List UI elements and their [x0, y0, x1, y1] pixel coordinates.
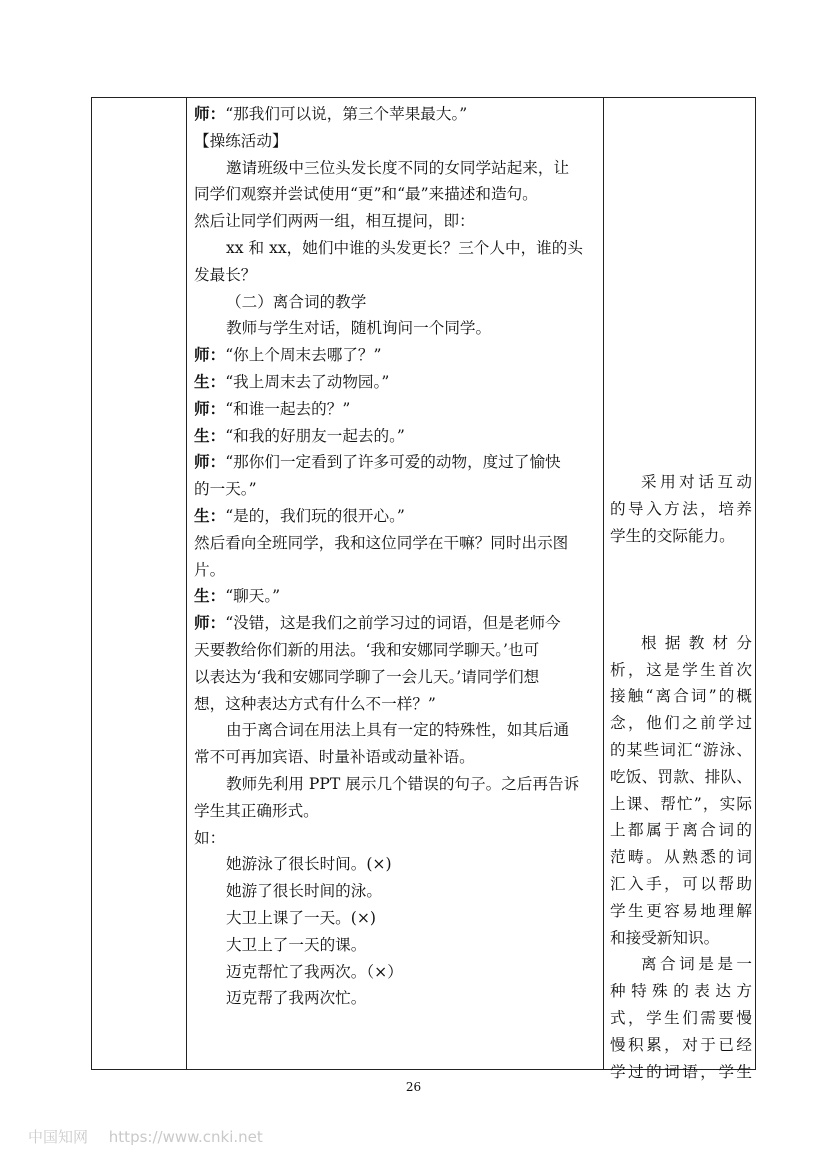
body-line [194, 717, 598, 744]
page-number: 26 [405, 1080, 422, 1094]
line-text: xx 和 xx，她们中谁的头发更长？三个人中，谁的头 [226, 238, 583, 257]
watermark-brand: 中国知网 [28, 1128, 89, 1146]
line-text: 然后看向全班同学，我和这位同学在干嘛？同时出示图 [194, 533, 569, 552]
dialogue-line [194, 423, 598, 450]
line-text: “聊天。” [225, 587, 281, 606]
dialogue-line [194, 369, 598, 396]
teaching-process-column [194, 101, 598, 1012]
line-text: 迈克帮忙了我两次。（×） [226, 962, 403, 981]
line-text: 同学们观察并尝试使用“更”和“最”来描述和造句。 [194, 185, 538, 204]
note-line: 学过的词语，学生 [610, 1062, 752, 1081]
line-text: 天要教给你们新的用法。‘我和安娜同学聊天。’也可 [194, 640, 540, 659]
body-line [194, 476, 598, 503]
note-line: 念，他们之前学过 [610, 714, 752, 733]
speaker-label: 师： [194, 452, 226, 472]
note-line: 和接受新知识。 [610, 928, 720, 947]
line-text: 教师先利用 PPT 展示几个错误的句子。之后再告诉 [226, 774, 580, 793]
speaker-label: 师： [194, 345, 226, 365]
dialogue-line [194, 449, 598, 476]
line-text: 【操练活动】 [194, 131, 288, 150]
body-line [194, 878, 598, 905]
body-line [194, 181, 598, 208]
line-text: “没错，这是我们之前学习过的词语，但是老师今 [225, 614, 561, 633]
body-line [194, 262, 598, 289]
body-line [194, 289, 598, 316]
line-text: 发最长？ [194, 265, 257, 284]
body-line [194, 530, 598, 557]
speaker-label: 生： [194, 371, 226, 391]
line-text: 迈克帮了我两次忙。 [226, 989, 367, 1008]
note-line: 式，学生们需要慢 [610, 1008, 752, 1027]
body-line [194, 771, 598, 798]
speaker-label: 生： [194, 586, 226, 606]
line-text: 她游了很长时间的泳。 [226, 882, 382, 901]
note-line: 接触“离合词”的概 [610, 687, 752, 706]
note-line: 析，这是学生首次 [610, 660, 752, 679]
note-line: 的某些词汇“游泳、 [610, 740, 752, 759]
body-line [194, 932, 598, 959]
line-text: 的一天。” [194, 480, 257, 499]
line-text: 教师与学生对话，随机询问一个同学。 [226, 319, 492, 338]
speaker-label: 师： [194, 398, 226, 418]
dialogue-line [194, 396, 598, 423]
body-line [194, 557, 598, 584]
line-text: “那你们一定看到了许多可爱的动物，度过了愉快 [225, 453, 561, 472]
line-text: 大卫上课了一天。(×) [226, 908, 376, 927]
line-text: 大卫上了一天的课。 [226, 935, 367, 954]
body-line [194, 798, 598, 825]
line-text: 常不可再加宾语、时量补语或动量补语。 [194, 748, 475, 767]
note-line: 学生更容易地理解 [610, 901, 752, 920]
note-line: 吃饭、罚款、排队、 [610, 767, 752, 786]
body-line [194, 315, 598, 342]
dialogue-line [194, 101, 598, 128]
line-text: “和我的好朋友一起去的。” [225, 426, 405, 445]
line-text: 如： [194, 828, 226, 847]
column-divider [186, 98, 187, 1069]
note-line: 根据教材分 [641, 633, 752, 652]
note-line: 范畴。从熟悉的词 [610, 848, 752, 867]
line-text: 学生其正确形式。 [194, 801, 319, 820]
line-text: “和谁一起去的？” [225, 399, 351, 418]
note-line: 的导入方法，培养 [610, 499, 752, 518]
body-line [194, 664, 598, 691]
body-line [194, 825, 598, 852]
note-line: 汇入手，可以帮助 [610, 874, 752, 893]
body-line [194, 905, 598, 932]
speaker-label: 生： [194, 425, 226, 445]
body-line [194, 155, 598, 182]
line-text: “你上个周末去哪了？” [225, 346, 382, 365]
note-line: 种特殊的表达方 [610, 982, 752, 1001]
line-text: 想，这种表达方式有什么不一样？” [194, 694, 436, 713]
note-line: 上都属于离合词的 [610, 821, 752, 840]
line-text: 片。 [194, 560, 226, 579]
body-line [194, 985, 598, 1012]
line-text: （二）离合词的教学 [226, 292, 367, 311]
column-divider [603, 98, 604, 1069]
note-line: 离合词是是一 [641, 955, 752, 974]
line-text: 她游泳了很长时间。(×) [226, 855, 392, 874]
line-text: 然后让同学们两两一组，相互提问，即： [194, 212, 475, 231]
note-line: 慢积累，对于已经 [610, 1035, 752, 1054]
line-text: 由于离合词在用法上具有一定的特殊性，如其后通 [226, 721, 570, 740]
body-line [194, 208, 598, 235]
body-line [194, 637, 598, 664]
watermark [28, 1126, 263, 1147]
note-line: 上课、帮忙”，实际 [610, 794, 752, 813]
body-line [194, 851, 598, 878]
body-line [194, 959, 598, 986]
speaker-label: 师： [194, 613, 226, 633]
speaker-label: 生： [194, 505, 226, 525]
watermark-url: https://www.cnki.net [108, 1128, 263, 1146]
note-line: 学生的交际能力。 [610, 526, 735, 545]
dialogue-line [194, 610, 598, 637]
dialogue-line [194, 583, 598, 610]
body-line [194, 235, 598, 262]
body-line [194, 691, 598, 718]
speaker-label: 师： [194, 104, 226, 123]
line-text: 邀请班级中三位头发长度不同的女同学站起来，让 [226, 158, 570, 177]
body-line [194, 128, 598, 155]
body-line [194, 744, 598, 771]
line-text: “是的，我们玩的很开心。” [225, 506, 405, 525]
line-text: “我上周末去了动物园。” [225, 372, 390, 391]
line-text: 以表达为‘我和安娜同学聊了一会儿天。’请同学们想 [194, 667, 540, 686]
lesson-table [91, 97, 756, 1081]
design-notes-column [610, 469, 752, 1085]
note-line: 采用对话互动 [641, 473, 752, 491]
line-text: “那我们可以说，第三个苹果最大。” [225, 105, 468, 123]
dialogue-line [194, 503, 598, 530]
dialogue-line [194, 342, 598, 369]
